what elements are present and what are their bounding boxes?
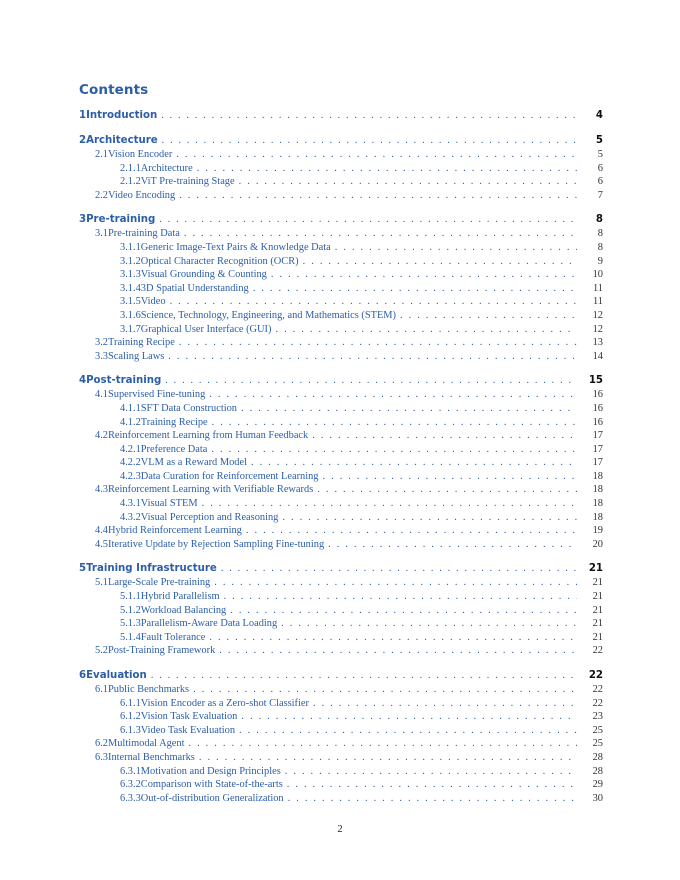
toc-entry-number: 4.1.2: [120, 416, 141, 428]
dot-leader: [271, 268, 577, 282]
dot-leader: [179, 189, 577, 203]
table-of-contents: [79, 108, 603, 805]
toc-entry-number: 4.4: [95, 525, 108, 537]
toc-entry-number: 5.1.4: [120, 631, 141, 643]
toc-subsubsection[interactable]: [79, 792, 603, 806]
toc-entry-page: 21: [592, 604, 603, 616]
section-gap: [79, 123, 603, 133]
dot-leader: [246, 524, 577, 538]
toc-entry-page: 11: [592, 296, 603, 308]
toc-entry-page: 5: [597, 149, 603, 160]
dot-leader: [165, 373, 577, 388]
toc-subsubsection[interactable]: [79, 323, 603, 337]
toc-subsubsection[interactable]: [79, 710, 603, 724]
toc-entry-title[interactable]: Multimodal Agent: [108, 738, 185, 750]
toc-entry-title[interactable]: Public Benchmarks: [108, 684, 190, 695]
toc-entry-title[interactable]: Vision Encoder as a Zero-shot Classifier: [140, 697, 309, 709]
toc-subsubsection[interactable]: [79, 175, 603, 189]
toc-entry-title[interactable]: Architecture: [86, 135, 158, 146]
toc-entry-number: 3.1.7: [120, 323, 141, 335]
toc-entry-page: 29: [592, 779, 603, 791]
dot-leader: [161, 108, 577, 123]
toc-section[interactable]: [79, 133, 603, 148]
toc-entry-number: 3.1.1: [120, 241, 141, 253]
toc-entry-number: 6.1.2: [120, 711, 141, 723]
toc-entry-number: 4.1.1: [120, 402, 141, 414]
dot-leader: [285, 765, 577, 779]
toc-entry-title[interactable]: Evaluation: [86, 670, 147, 681]
toc-subsection[interactable]: [79, 524, 603, 538]
toc-entry-number: 3.1.6: [120, 309, 141, 321]
dot-leader: [212, 416, 577, 430]
toc-entry-number: 4.2.3: [120, 470, 141, 482]
toc-subsection[interactable]: [79, 538, 603, 552]
toc-entry-number: 4.3.2: [120, 511, 141, 523]
toc-entry-number: 6.1: [95, 684, 108, 695]
toc-entry-page: 28: [592, 765, 603, 777]
toc-entry-title[interactable]: Video Encoding: [108, 189, 176, 201]
toc-entry-title[interactable]: Fault Tolerance: [140, 631, 206, 643]
toc-entry-page: 4: [595, 110, 603, 121]
dot-leader: [168, 350, 577, 364]
section-gap: [79, 202, 603, 212]
toc-entry-title[interactable]: Training Recipe: [140, 416, 208, 428]
toc-entry-page: 6: [597, 162, 603, 174]
toc-entry-title[interactable]: Supervised Fine-tuning: [108, 389, 206, 401]
toc-entry-title[interactable]: Out-of-distribution Generalization: [140, 792, 284, 804]
dot-leader: [176, 148, 577, 162]
toc-entry-page: 22: [592, 645, 603, 657]
toc-entry-title[interactable]: Optical Character Recognition (OCR): [140, 255, 299, 267]
toc-entry-page: 8: [597, 241, 603, 253]
toc-entry-number: 6.2: [95, 738, 108, 750]
toc-subsubsection[interactable]: [79, 778, 603, 792]
dot-leader: [224, 590, 577, 604]
toc-entry-page: 22: [588, 670, 603, 681]
toc-entry-page: 16: [592, 416, 603, 428]
toc-entry-title[interactable]: Large-Scale Pre-training: [108, 577, 211, 589]
toc-entry-page: 13: [592, 337, 603, 349]
toc-subsubsection[interactable]: [79, 402, 603, 416]
toc-entry-title[interactable]: Data Curation for Reinforcement Learning: [140, 470, 319, 482]
toc-subsection[interactable]: [79, 483, 603, 497]
toc-entry-page: 12: [592, 323, 603, 335]
toc-section[interactable]: [79, 212, 603, 227]
toc-subsubsection[interactable]: [79, 617, 603, 631]
toc-entry-number: 3.2: [95, 337, 108, 349]
toc-entry-title[interactable]: Parallelism-Aware Data Loading: [140, 618, 278, 630]
toc-entry-title[interactable]: SFT Data Construction: [140, 402, 237, 414]
dot-leader: [188, 737, 577, 751]
toc-section[interactable]: [79, 561, 603, 576]
toc-entry-number: 6.3.1: [120, 765, 141, 777]
dot-leader: [323, 470, 577, 484]
dot-leader: [193, 683, 577, 697]
toc-subsection[interactable]: [79, 429, 603, 443]
toc-entry-number: 5.1: [95, 577, 108, 589]
toc-entry-page: 16: [592, 389, 603, 401]
toc-subsection[interactable]: [79, 388, 603, 402]
toc-entry-page: 25: [592, 724, 603, 736]
toc-entry-number: 6.3.3: [120, 792, 141, 804]
toc-entry-title[interactable]: 3D Spatial Understanding: [140, 282, 249, 294]
toc-entry-title[interactable]: Visual Perception and Reasoning: [140, 511, 279, 523]
toc-entry-number: 5: [79, 563, 87, 575]
toc-entry-number: 2.2: [95, 189, 108, 201]
toc-entry-page: 14: [592, 350, 603, 362]
dot-leader: [209, 631, 577, 645]
toc-entry-title[interactable]: Workload Balancing: [140, 604, 227, 616]
toc-entry-number: 4: [79, 375, 87, 387]
toc-entry-page: 11: [592, 282, 603, 294]
toc-entry-title[interactable]: Internal Benchmarks: [108, 751, 195, 763]
toc-entry-title[interactable]: Pre-training Data: [108, 228, 180, 240]
toc-entry-title[interactable]: Post-training: [86, 375, 162, 387]
toc-subsubsection[interactable]: [79, 282, 603, 296]
dot-leader: [239, 724, 577, 738]
toc-entry-title[interactable]: Visual STEM: [140, 498, 198, 510]
toc-entry-page: 19: [592, 525, 603, 537]
toc-entry-number: 3.1.2: [120, 255, 141, 267]
toc-entry-number: 2.1: [95, 149, 108, 160]
dot-leader: [159, 212, 577, 227]
toc-entry-title[interactable]: Graphical User Interface (GUI): [140, 323, 272, 335]
toc-entry-page: 10: [592, 269, 603, 281]
dot-leader: [241, 402, 577, 416]
toc-entry-page: 17: [592, 430, 603, 442]
toc-entry-page: 18: [592, 470, 603, 482]
toc-entry-title[interactable]: Training Recipe: [108, 337, 175, 349]
toc-entry-page: 21: [588, 563, 603, 575]
dot-leader: [303, 255, 577, 269]
toc-entry-title[interactable]: Video: [140, 296, 166, 308]
toc-entry-title[interactable]: Hybrid Parallelism: [140, 591, 220, 603]
toc-section[interactable]: [79, 108, 603, 123]
toc-entry-number: 4.5: [95, 538, 108, 550]
toc-entry-page: 6: [597, 176, 603, 188]
toc-subsubsection[interactable]: [79, 255, 603, 269]
toc-entry-number: 2.1.2: [120, 176, 141, 188]
toc-entry-title[interactable]: Vision Task Evaluation: [140, 711, 238, 723]
toc-entry-title[interactable]: Motivation and Design Principles: [140, 765, 281, 777]
dot-leader: [287, 778, 577, 792]
toc-entry-number: 3.3: [95, 350, 108, 362]
toc-subsection[interactable]: [79, 336, 603, 350]
toc-subsubsection[interactable]: [79, 268, 603, 282]
toc-entry-page: 21: [592, 631, 603, 643]
toc-subsubsection[interactable]: [79, 697, 603, 711]
dot-leader: [253, 282, 577, 296]
toc-subsection[interactable]: [79, 350, 603, 364]
dot-leader: [251, 456, 577, 470]
toc-subsection[interactable]: [79, 683, 603, 697]
toc-entry-page: 18: [592, 511, 603, 523]
page-number: 2: [337, 824, 343, 835]
toc-entry-number: 5.1.3: [120, 618, 141, 630]
toc-subsection[interactable]: [79, 148, 603, 162]
toc-entry-page: 12: [592, 309, 603, 321]
toc-entry-title[interactable]: Iterative Update by Rejection Sampling Fine-tuning: [108, 538, 325, 550]
toc-entry-title[interactable]: Vision Encoder: [108, 149, 173, 160]
dot-leader: [275, 323, 577, 337]
dot-leader: [328, 538, 577, 552]
toc-entry-title[interactable]: Architecture: [140, 162, 193, 174]
toc-entry-number: 3.1.4: [120, 282, 141, 294]
toc-entry-title[interactable]: Science, Technology, Engineering, and Mathematics (STEM): [140, 309, 396, 321]
toc-subsection[interactable]: [79, 644, 603, 658]
toc-entry-page: 7: [597, 189, 603, 201]
section-gap: [79, 551, 603, 561]
dot-leader: [211, 443, 577, 457]
toc-entry-number: 6.1.1: [120, 697, 141, 709]
toc-subsubsection[interactable]: [79, 470, 603, 484]
toc-entry-number: 6.3.2: [120, 779, 141, 791]
toc-entry-number: 4.1: [95, 389, 108, 401]
toc-entry-page: 17: [592, 457, 603, 469]
toc-entry-page: 28: [592, 751, 603, 763]
toc-subsubsection[interactable]: [79, 604, 603, 618]
toc-entry-page: 21: [592, 591, 603, 603]
dot-leader: [317, 483, 577, 497]
toc-entry-page: 22: [592, 684, 603, 695]
toc-entry-title[interactable]: Generic Image-Text Pairs & Knowledge Data: [140, 241, 331, 253]
dot-leader: [151, 668, 577, 683]
dot-leader: [202, 497, 577, 511]
toc-entry-title[interactable]: Comparison with State-of-the-arts: [140, 779, 283, 791]
dot-leader: [162, 133, 577, 148]
section-gap: [79, 658, 603, 668]
toc-entry-title[interactable]: Scaling Laws: [108, 350, 165, 362]
toc-subsubsection[interactable]: [79, 162, 603, 176]
toc-entry-number: 1: [79, 110, 87, 121]
toc-entry-page: 18: [592, 484, 603, 496]
toc-entry-title[interactable]: Visual Grounding & Counting: [140, 269, 267, 281]
dot-leader: [281, 617, 577, 631]
toc-section[interactable]: [79, 373, 603, 388]
toc-entry-page: 21: [592, 577, 603, 589]
toc-subsubsection[interactable]: [79, 724, 603, 738]
toc-entry-page: 20: [592, 538, 603, 550]
dot-leader: [199, 751, 577, 765]
toc-subsection[interactable]: [79, 737, 603, 751]
toc-entry-number: 6: [79, 670, 87, 681]
toc-entry-title[interactable]: Hybrid Reinforcement Learning: [108, 525, 242, 537]
toc-subsubsection[interactable]: [79, 590, 603, 604]
toc-entry-title[interactable]: Pre-training: [86, 214, 156, 226]
toc-entry-title[interactable]: Reinforcement Learning with Verifiable Rewards: [108, 484, 314, 496]
toc-entry-title[interactable]: Preference Data: [140, 443, 208, 455]
toc-entry-number: 2: [79, 135, 87, 146]
toc-subsubsection[interactable]: [79, 295, 603, 309]
toc-subsubsection[interactable]: [79, 309, 603, 323]
dot-leader: [214, 576, 577, 590]
toc-entry-page: 30: [592, 792, 603, 804]
toc-entry-title[interactable]: Training Infrastructure: [86, 563, 217, 575]
toc-entry-number: 6.1.3: [120, 724, 141, 736]
toc-subsection[interactable]: [79, 189, 603, 203]
toc-entry-number: 2.1.1: [120, 162, 141, 174]
toc-entry-page: 17: [592, 443, 603, 455]
toc-entry-page: 5: [595, 135, 603, 146]
toc-subsubsection[interactable]: [79, 631, 603, 645]
section-gap: [79, 363, 603, 373]
dot-leader: [239, 175, 577, 189]
toc-entry-title[interactable]: Introduction: [86, 110, 158, 121]
dot-leader: [170, 295, 577, 309]
toc-subsection[interactable]: [79, 576, 603, 590]
toc-entry-page: 8: [595, 214, 603, 226]
toc-subsubsection[interactable]: [79, 497, 603, 511]
toc-entry-title[interactable]: Post-Training Framework: [108, 645, 216, 657]
toc-entry-page: 9: [597, 255, 603, 267]
dot-leader: [282, 511, 577, 525]
toc-subsubsection[interactable]: [79, 416, 603, 430]
toc-subsubsection[interactable]: [79, 765, 603, 779]
toc-entry-number: 5.2: [95, 645, 108, 657]
toc-entry-page: 21: [592, 618, 603, 630]
toc-subsection[interactable]: [79, 227, 603, 241]
toc-entry-title[interactable]: Video Task Evaluation: [140, 724, 236, 736]
toc-subsubsection[interactable]: [79, 241, 603, 255]
dot-leader: [230, 604, 577, 618]
toc-entry-number: 5.1.2: [120, 604, 141, 616]
dot-leader: [197, 162, 577, 176]
toc-entry-page: 8: [597, 228, 603, 240]
toc-entry-number: 5.1.1: [120, 591, 141, 603]
toc-entry-number: 3.1.5: [120, 296, 141, 308]
dot-leader: [288, 792, 577, 806]
toc-entry-title[interactable]: ViT Pre-training Stage: [140, 176, 235, 188]
toc-entry-number: 4.2.1: [120, 443, 141, 455]
toc-entry-page: 23: [592, 711, 603, 723]
toc-entry-number: 4.2.2: [120, 457, 141, 469]
dot-leader: [219, 644, 577, 658]
dot-leader: [313, 697, 577, 711]
dot-leader: [400, 309, 577, 323]
dot-leader: [209, 388, 577, 402]
toc-section[interactable]: [79, 668, 603, 683]
toc-entry-page: 18: [592, 498, 603, 510]
toc-entry-number: 3: [79, 214, 87, 226]
contents-heading: Contents: [79, 82, 149, 98]
toc-entry-number: 6.3: [95, 751, 108, 763]
dot-leader: [184, 227, 577, 241]
toc-subsubsection[interactable]: [79, 511, 603, 525]
dot-leader: [241, 710, 577, 724]
toc-entry-title[interactable]: Reinforcement Learning from Human Feedback: [108, 430, 309, 442]
toc-entry-number: 3.1: [95, 228, 108, 240]
toc-entry-number: 4.2: [95, 430, 108, 442]
dot-leader: [179, 336, 577, 350]
toc-entry-page: 25: [592, 738, 603, 750]
dot-leader: [221, 561, 577, 576]
dot-leader: [312, 429, 577, 443]
toc-entry-page: 22: [592, 697, 603, 709]
toc-entry-number: 3.1.3: [120, 269, 141, 281]
toc-entry-page: 15: [588, 375, 603, 387]
toc-entry-number: 4.3: [95, 484, 108, 496]
toc-subsubsection[interactable]: [79, 443, 603, 457]
toc-entry-number: 4.3.1: [120, 498, 141, 510]
toc-entry-page: 16: [592, 402, 603, 414]
toc-entry-title[interactable]: VLM as a Reward Model: [140, 457, 247, 469]
toc-subsection[interactable]: [79, 751, 603, 765]
toc-subsubsection[interactable]: [79, 456, 603, 470]
dot-leader: [335, 241, 577, 255]
